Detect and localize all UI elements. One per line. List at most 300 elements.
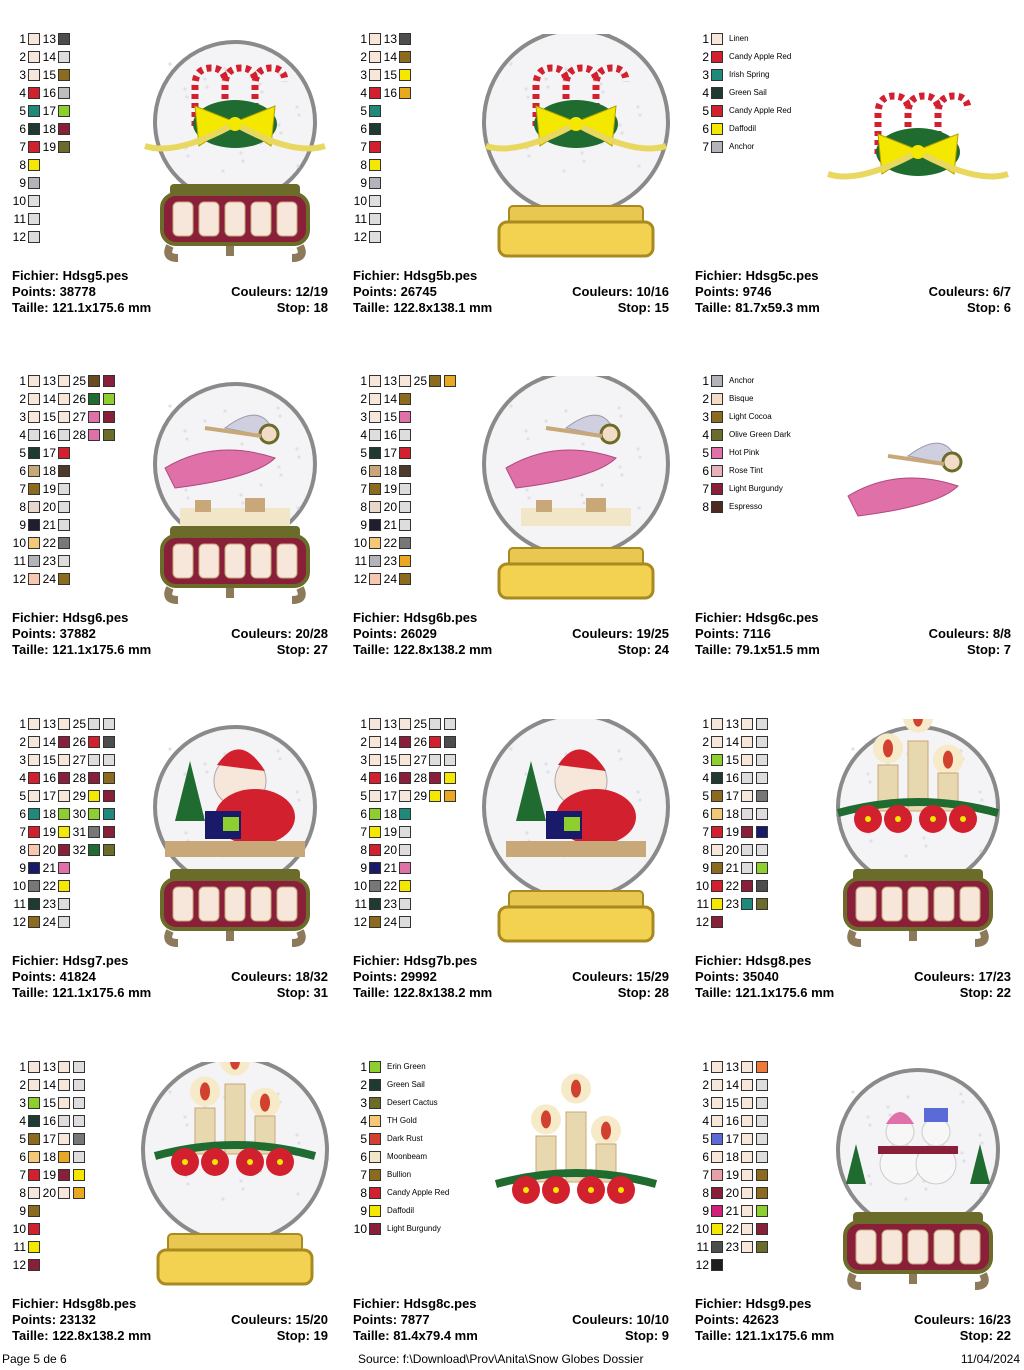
- color-swatch: [756, 1241, 768, 1253]
- color-number: 15: [725, 1096, 739, 1110]
- color-swatch: [103, 429, 115, 441]
- color-swatch: [741, 826, 753, 838]
- file-name: Fichier: Hdsg7.pes: [12, 953, 129, 968]
- color-number: 11: [696, 897, 709, 911]
- color-number: 5: [19, 104, 26, 118]
- color-swatch: [369, 411, 381, 423]
- embroidery-design-image: [130, 34, 340, 262]
- thread-name: Daffodil: [729, 124, 756, 133]
- color-swatch: [711, 1079, 723, 1091]
- color-swatch: [756, 1061, 768, 1073]
- color-swatch: [103, 393, 115, 405]
- color-swatch: [369, 1115, 381, 1127]
- color-number: 6: [702, 1150, 709, 1164]
- color-number: 18: [725, 807, 739, 821]
- color-swatch: [741, 844, 753, 856]
- color-number: 12: [12, 1258, 26, 1272]
- color-number: 14: [42, 735, 56, 749]
- color-swatch: [28, 177, 40, 189]
- color-swatch: [756, 844, 768, 856]
- color-swatch: [756, 898, 768, 910]
- color-swatch: [28, 51, 40, 63]
- stop-count: Stop: 6: [966, 300, 1011, 315]
- color-number: 11: [13, 897, 26, 911]
- color-number: 6: [19, 807, 26, 821]
- color-swatch: [711, 1151, 723, 1163]
- color-number: 10: [695, 1222, 709, 1236]
- color-number: 15: [42, 68, 56, 82]
- color-number: 17: [42, 446, 56, 460]
- print-date: 11/04/2024: [960, 1352, 1020, 1366]
- color-number: 21: [42, 861, 56, 875]
- color-swatch: [756, 1187, 768, 1199]
- color-swatch: [711, 1115, 723, 1127]
- color-swatch: [741, 772, 753, 784]
- color-legend: [12, 717, 146, 937]
- color-swatch: [711, 826, 723, 838]
- color-swatch: [58, 736, 70, 748]
- color-swatch: [28, 447, 40, 459]
- color-swatch: [399, 718, 411, 730]
- color-swatch: [28, 1151, 40, 1163]
- color-number: 18: [42, 1150, 56, 1164]
- color-number: 15: [42, 1096, 56, 1110]
- color-swatch: [28, 429, 40, 441]
- design-size: Taille: 121.1x175.6 mm: [12, 985, 152, 1000]
- color-number: 2: [702, 392, 709, 406]
- color-swatch: [28, 1241, 40, 1253]
- design-size: Taille: 122.8x138.2 mm: [353, 642, 493, 657]
- color-swatch: [741, 1187, 753, 1199]
- color-number: 6: [360, 464, 367, 478]
- color-swatch: [28, 898, 40, 910]
- color-number: 3: [19, 410, 26, 424]
- color-number: 11: [354, 554, 367, 568]
- color-number: 5: [360, 1132, 367, 1146]
- color-number: 20: [725, 1186, 739, 1200]
- color-swatch: [58, 1061, 70, 1073]
- color-swatch: [399, 87, 411, 99]
- color-count: Couleurs: 15/29: [572, 969, 669, 984]
- color-count: Couleurs: 12/19: [231, 284, 328, 299]
- color-swatch: [429, 754, 441, 766]
- color-swatch: [28, 1205, 40, 1217]
- file-name: Fichier: Hdsg5c.pes: [695, 268, 819, 283]
- color-swatch: [58, 862, 70, 874]
- design-card: [12, 707, 342, 1037]
- color-number: 13: [42, 1060, 56, 1074]
- color-swatch: [369, 1133, 381, 1145]
- color-swatch: [741, 1241, 753, 1253]
- color-number: 31: [72, 825, 86, 839]
- color-number: 14: [383, 50, 397, 64]
- color-swatch: [711, 718, 723, 730]
- color-number: 23: [383, 554, 397, 568]
- color-number: 5: [702, 789, 709, 803]
- color-swatch: [711, 1205, 723, 1217]
- color-number: 15: [725, 753, 739, 767]
- color-swatch: [399, 772, 411, 784]
- thread-name: Light Cocoa: [729, 412, 772, 421]
- color-swatch: [28, 87, 40, 99]
- color-number: 7: [19, 482, 26, 496]
- color-swatch: [28, 555, 40, 567]
- stop-count: Stop: 27: [276, 642, 328, 657]
- color-swatch: [103, 826, 115, 838]
- color-swatch: [711, 465, 723, 477]
- color-number: 3: [360, 753, 367, 767]
- color-number: 18: [42, 464, 56, 478]
- thread-name: Candy Apple Red: [387, 1188, 450, 1197]
- embroidery-design-image: [813, 376, 1023, 604]
- color-count: Couleurs: 19/25: [572, 626, 669, 641]
- color-swatch: [58, 790, 70, 802]
- color-number: 6: [360, 1150, 367, 1164]
- color-swatch: [711, 898, 723, 910]
- globe-base: [158, 1250, 312, 1284]
- color-swatch: [369, 51, 381, 63]
- color-number: 8: [360, 1186, 367, 1200]
- color-swatch: [711, 375, 723, 387]
- embroidery-design-image: [813, 719, 1023, 947]
- color-swatch: [369, 1223, 381, 1235]
- color-count: Couleurs: 20/28: [231, 626, 328, 641]
- color-number: 15: [42, 410, 56, 424]
- color-swatch: [399, 898, 411, 910]
- color-legend: [695, 1060, 829, 1280]
- design-card: [695, 364, 1024, 694]
- color-number: 17: [42, 104, 56, 118]
- color-number: 5: [19, 1132, 26, 1146]
- color-number: 9: [702, 861, 709, 875]
- color-swatch: [399, 519, 411, 531]
- color-swatch: [58, 555, 70, 567]
- color-swatch: [58, 1151, 70, 1163]
- color-swatch: [88, 754, 100, 766]
- color-legend: [12, 1060, 146, 1280]
- color-number: 8: [702, 843, 709, 857]
- color-number: 16: [725, 1114, 739, 1128]
- color-swatch: [399, 501, 411, 513]
- design-card: [12, 364, 342, 694]
- color-swatch: [28, 375, 40, 387]
- color-number: 19: [725, 1168, 739, 1182]
- color-swatch: [429, 772, 441, 784]
- design-card: [353, 707, 683, 1037]
- color-number: 21: [725, 1204, 739, 1218]
- color-swatch: [741, 1169, 753, 1181]
- color-number: 15: [383, 68, 397, 82]
- color-number: 3: [702, 1096, 709, 1110]
- stitch-count: Points: 23132: [12, 1312, 96, 1327]
- color-number: 23: [383, 897, 397, 911]
- color-swatch: [28, 1097, 40, 1109]
- color-number: 12: [353, 230, 367, 244]
- color-swatch: [429, 736, 441, 748]
- color-number: 3: [19, 753, 26, 767]
- color-swatch: [73, 1079, 85, 1091]
- color-swatch: [58, 1187, 70, 1199]
- color-number: 22: [383, 879, 397, 893]
- color-swatch: [28, 826, 40, 838]
- color-swatch: [58, 844, 70, 856]
- color-swatch: [741, 718, 753, 730]
- color-number: 10: [353, 536, 367, 550]
- color-swatch: [369, 862, 381, 874]
- color-number: 30: [72, 807, 86, 821]
- color-swatch: [58, 87, 70, 99]
- color-swatch: [369, 790, 381, 802]
- stitch-count: Points: 7877: [353, 1312, 430, 1327]
- color-number: 18: [383, 807, 397, 821]
- color-swatch: [756, 1169, 768, 1181]
- color-number: 10: [353, 879, 367, 893]
- color-swatch: [711, 1223, 723, 1235]
- thread-name: Moonbeam: [387, 1152, 428, 1161]
- color-count: Couleurs: 16/23: [914, 1312, 1011, 1327]
- color-swatch: [711, 141, 723, 153]
- color-legend: [695, 717, 829, 937]
- color-swatch: [73, 1115, 85, 1127]
- color-number: 10: [12, 536, 26, 550]
- color-count: Couleurs: 17/23: [914, 969, 1011, 984]
- color-swatch: [756, 1151, 768, 1163]
- color-swatch: [58, 1133, 70, 1145]
- color-count: Couleurs: 18/32: [231, 969, 328, 984]
- design-size: Taille: 122.8x138.1 mm: [353, 300, 493, 315]
- color-number: 20: [42, 500, 56, 514]
- color-swatch: [28, 195, 40, 207]
- color-number: 9: [360, 1204, 367, 1218]
- stitch-count: Points: 29992: [353, 969, 437, 984]
- color-swatch: [88, 844, 100, 856]
- stop-count: Stop: 22: [959, 985, 1011, 1000]
- color-number: 19: [725, 825, 739, 839]
- color-number: 6: [702, 807, 709, 821]
- color-swatch: [756, 736, 768, 748]
- color-number: 10: [12, 1222, 26, 1236]
- color-swatch: [28, 123, 40, 135]
- color-number: 1: [19, 1060, 26, 1074]
- thread-name: Dark Rust: [387, 1134, 423, 1143]
- stitch-count: Points: 7116: [695, 626, 771, 641]
- color-swatch: [369, 772, 381, 784]
- color-number: 15: [383, 753, 397, 767]
- color-number: 4: [360, 428, 367, 442]
- file-name: Fichier: Hdsg8b.pes: [12, 1296, 137, 1311]
- color-swatch: [399, 862, 411, 874]
- color-swatch: [88, 375, 100, 387]
- color-swatch: [444, 718, 456, 730]
- color-swatch: [399, 537, 411, 549]
- design-size: Taille: 79.1x51.5 mm: [695, 642, 820, 657]
- color-number: 11: [354, 212, 367, 226]
- color-legend: [353, 32, 487, 252]
- color-number: 10: [353, 1222, 367, 1236]
- color-number: 9: [19, 1204, 26, 1218]
- color-count: Couleurs: 10/10: [572, 1312, 669, 1327]
- color-swatch: [756, 1133, 768, 1145]
- stitch-count: Points: 35040: [695, 969, 779, 984]
- color-swatch: [429, 718, 441, 730]
- color-swatch: [756, 862, 768, 874]
- color-number: 19: [42, 1168, 56, 1182]
- color-swatch: [444, 754, 456, 766]
- color-number: 6: [702, 464, 709, 478]
- color-number: 2: [19, 735, 26, 749]
- thread-name: Light Burgundy: [729, 484, 783, 493]
- color-legend: [353, 1060, 487, 1280]
- color-number: 10: [12, 879, 26, 893]
- color-number: 19: [42, 140, 56, 154]
- color-number: 6: [360, 122, 367, 136]
- color-swatch: [444, 375, 456, 387]
- color-number: 13: [42, 32, 56, 46]
- color-number: 4: [702, 1114, 709, 1128]
- color-number: 24: [42, 915, 56, 929]
- color-swatch: [103, 411, 115, 423]
- color-number: 18: [42, 807, 56, 821]
- color-swatch: [58, 772, 70, 784]
- color-number: 16: [42, 86, 56, 100]
- color-swatch: [28, 862, 40, 874]
- color-swatch: [711, 880, 723, 892]
- color-number: 9: [360, 176, 367, 190]
- color-number: 10: [12, 194, 26, 208]
- color-number: 18: [42, 122, 56, 136]
- color-number: 9: [360, 861, 367, 875]
- thread-name: Candy Apple Red: [729, 106, 792, 115]
- color-number: 13: [42, 374, 56, 388]
- color-swatch: [369, 213, 381, 225]
- color-swatch: [711, 483, 723, 495]
- color-number: 17: [725, 1132, 739, 1146]
- color-number: 2: [360, 392, 367, 406]
- color-number: 22: [725, 879, 739, 893]
- color-swatch: [756, 826, 768, 838]
- globe-base: [499, 907, 653, 941]
- color-number: 17: [725, 789, 739, 803]
- thread-name: Rose Tint: [729, 466, 763, 475]
- color-swatch: [741, 1061, 753, 1073]
- color-number: 22: [725, 1222, 739, 1236]
- color-number: 20: [725, 843, 739, 857]
- color-number: 29: [72, 789, 86, 803]
- color-swatch: [369, 1061, 381, 1073]
- thread-name: Hot Pink: [729, 448, 760, 457]
- color-swatch: [369, 880, 381, 892]
- color-swatch: [711, 772, 723, 784]
- color-swatch: [711, 123, 723, 135]
- color-number: 1: [360, 1060, 367, 1074]
- design-size: Taille: 122.8x138.2 mm: [353, 985, 493, 1000]
- color-number: 7: [702, 1168, 709, 1182]
- embroidery-design-image: [471, 34, 681, 262]
- color-swatch: [88, 736, 100, 748]
- color-swatch: [711, 1187, 723, 1199]
- stop-count: Stop: 22: [959, 1328, 1011, 1343]
- color-number: 8: [19, 158, 26, 172]
- color-swatch: [58, 808, 70, 820]
- color-swatch: [711, 51, 723, 63]
- color-swatch: [58, 141, 70, 153]
- color-swatch: [741, 754, 753, 766]
- color-number: 25: [72, 717, 86, 731]
- color-number: 9: [19, 518, 26, 532]
- thread-name: Green Sail: [729, 88, 767, 97]
- stop-count: Stop: 19: [276, 1328, 328, 1343]
- color-swatch: [88, 411, 100, 423]
- stop-count: Stop: 31: [276, 985, 328, 1000]
- color-number: 24: [383, 915, 397, 929]
- color-swatch: [369, 1169, 381, 1181]
- color-swatch: [88, 429, 100, 441]
- color-swatch: [756, 808, 768, 820]
- color-number: 8: [702, 500, 709, 514]
- file-name: Fichier: Hdsg8.pes: [695, 953, 812, 968]
- color-number: 8: [702, 1186, 709, 1200]
- color-number: 8: [19, 843, 26, 857]
- color-number: 2: [19, 392, 26, 406]
- color-swatch: [28, 393, 40, 405]
- design-card: [695, 1050, 1024, 1370]
- color-number: 14: [42, 392, 56, 406]
- color-swatch: [28, 844, 40, 856]
- color-number: 11: [13, 1240, 26, 1254]
- color-swatch: [711, 411, 723, 423]
- color-number: 6: [702, 122, 709, 136]
- embroidery-design-image: [471, 376, 681, 604]
- color-swatch: [58, 880, 70, 892]
- color-swatch: [103, 808, 115, 820]
- color-number: 16: [725, 771, 739, 785]
- color-number: 4: [360, 771, 367, 785]
- color-swatch: [58, 718, 70, 730]
- color-swatch: [28, 483, 40, 495]
- color-number: 23: [42, 554, 56, 568]
- color-number: 17: [383, 789, 397, 803]
- color-swatch: [369, 898, 381, 910]
- color-swatch: [369, 1079, 381, 1091]
- color-number: 5: [19, 789, 26, 803]
- color-swatch: [741, 1205, 753, 1217]
- thread-name: Green Sail: [387, 1080, 425, 1089]
- color-number: 4: [19, 428, 26, 442]
- color-number: 7: [702, 825, 709, 839]
- color-number: 13: [383, 717, 397, 731]
- color-swatch: [711, 105, 723, 117]
- color-swatch: [58, 465, 70, 477]
- color-swatch: [28, 159, 40, 171]
- color-number: 21: [725, 861, 739, 875]
- color-number: 8: [19, 1186, 26, 1200]
- color-swatch: [28, 1115, 40, 1127]
- color-swatch: [58, 69, 70, 81]
- stitch-count: Points: 26029: [353, 626, 437, 641]
- color-number: 18: [383, 464, 397, 478]
- color-swatch: [369, 33, 381, 45]
- color-swatch: [711, 393, 723, 405]
- color-swatch: [711, 69, 723, 81]
- stop-count: Stop: 18: [276, 300, 328, 315]
- color-swatch: [711, 862, 723, 874]
- color-swatch: [73, 1133, 85, 1145]
- color-number: 23: [725, 1240, 739, 1254]
- color-number: 4: [19, 1114, 26, 1128]
- color-number: 3: [702, 68, 709, 82]
- color-number: 7: [19, 1168, 26, 1182]
- color-swatch: [756, 718, 768, 730]
